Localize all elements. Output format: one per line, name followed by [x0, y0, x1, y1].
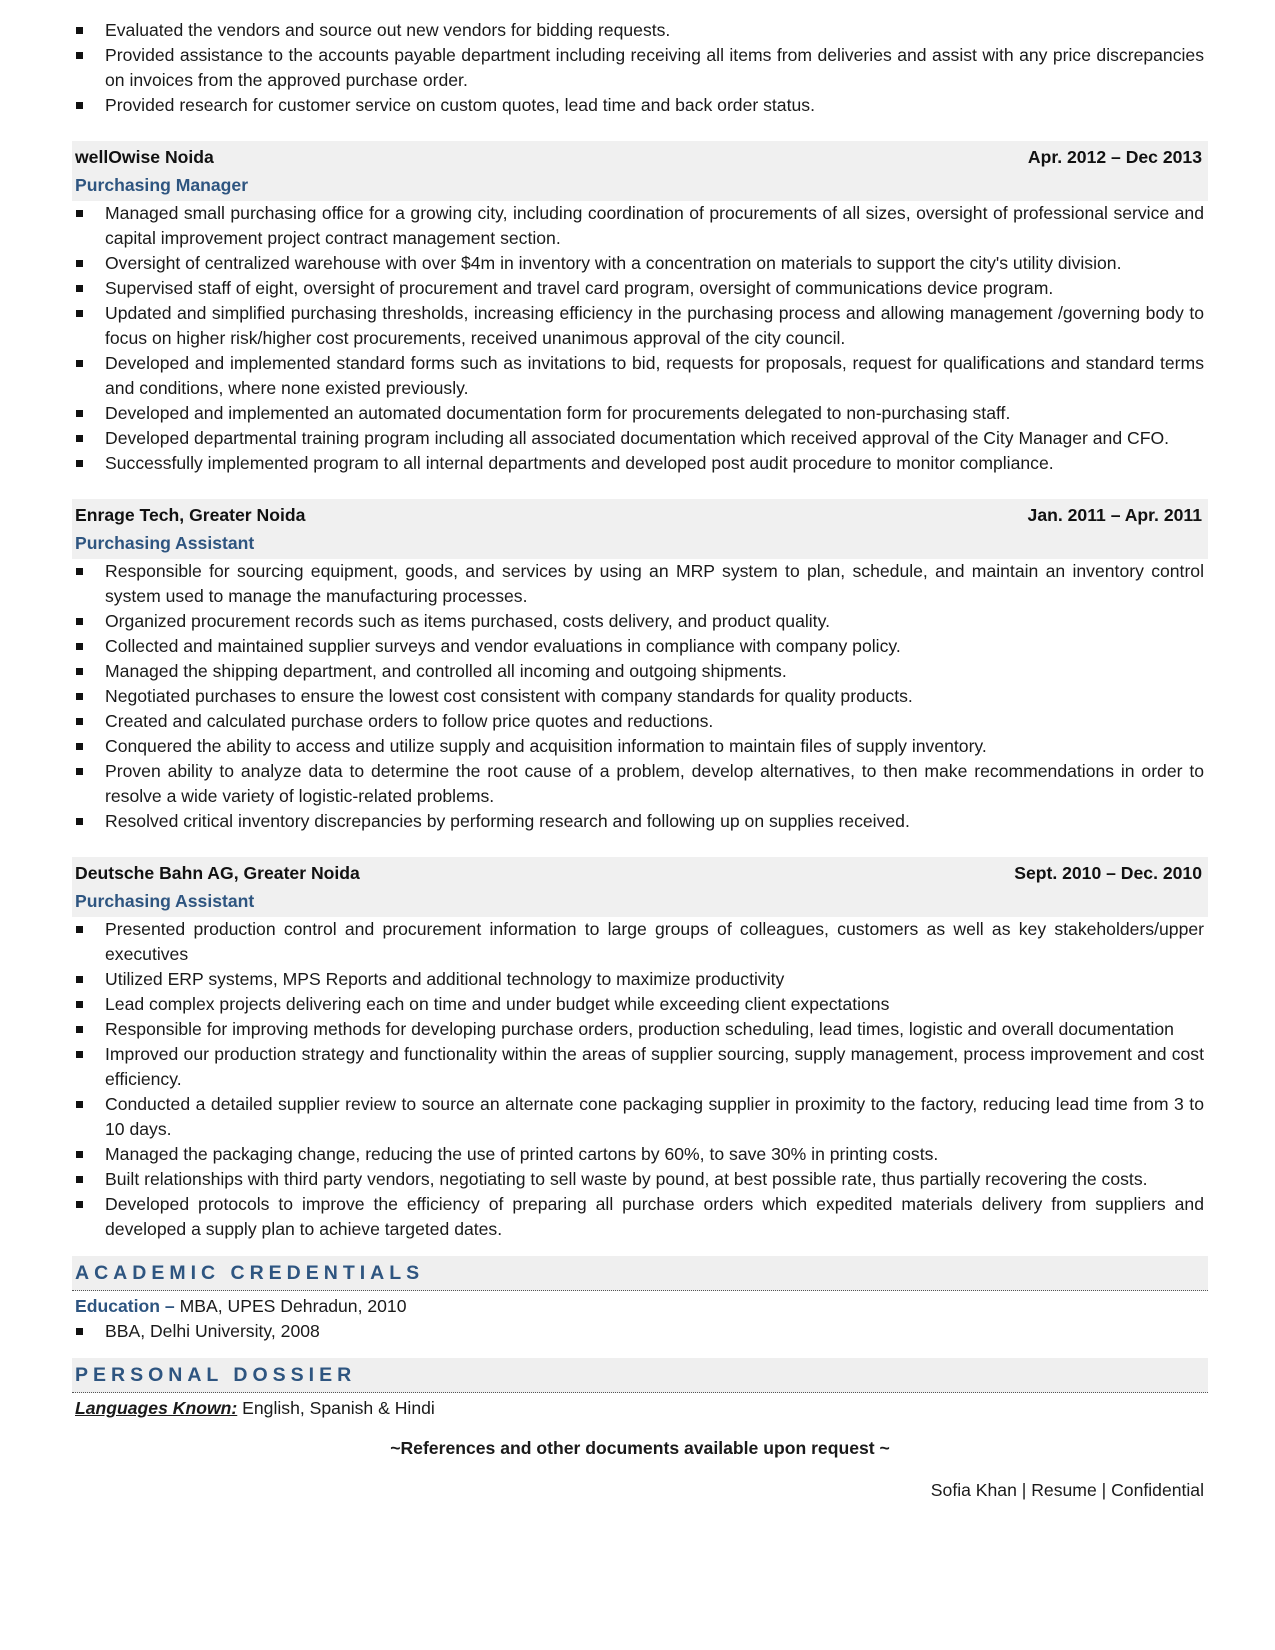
company-name: Deutsche Bahn AG, Greater Noida [75, 863, 360, 883]
square-bullet-icon [76, 818, 83, 825]
square-bullet-icon [76, 285, 83, 292]
square-bullet-icon [76, 52, 83, 59]
section-heading: ACADEMIC CREDENTIALS [72, 1256, 1208, 1291]
company-name: wellOwise Noida [75, 147, 214, 167]
section-heading: PERSONAL DOSSIER [72, 1358, 1208, 1393]
square-bullet-icon [76, 460, 83, 467]
square-bullet-icon [76, 102, 83, 109]
square-bullet-icon [76, 1101, 83, 1108]
personal-dossier-section [72, 1358, 1208, 1421]
list-item: Utilized ERP systems, MPS Reports and additional technology to maximize productivity [72, 967, 1208, 992]
education-value: MBA, UPES Dehradun, 2010 [174, 1296, 407, 1316]
square-bullet-icon [76, 1201, 83, 1208]
list-item: Built relationships with third party vendors, negotiating to sell waste by pound, at best possible rate, thus partially recovering the costs. [72, 1167, 1208, 1192]
list-item: Developed departmental training program including all associated documentation which received approval of the City Manager and CFO. [72, 426, 1208, 451]
references-note: ~References and other documents available upon request ~ [390, 1438, 890, 1458]
list-item: Oversight of centralized warehouse with over $4m in inventory with a concentration on materials to support the city's utility division. [72, 251, 1208, 276]
job-dates: Apr. 2012 – Dec 2013 [1027, 147, 1202, 167]
job-header [72, 499, 1208, 559]
square-bullet-icon [76, 693, 83, 700]
square-bullet-icon [76, 976, 83, 983]
list-item: Presented production control and procurement information to large groups of colleagues, customers as well as key stakeholders/upper executives [72, 917, 1208, 967]
square-bullet-icon [76, 260, 83, 267]
languages-value: English, Spanish & Hindi [237, 1398, 435, 1418]
job-header [72, 141, 1208, 201]
square-bullet-icon [76, 668, 83, 675]
education-line [72, 1293, 1208, 1319]
resume-page [72, 18, 1208, 1503]
list-item: Resolved critical inventory discrepancies by performing research and following up on supplies received. [72, 809, 1208, 834]
square-bullet-icon [76, 435, 83, 442]
list-item: Conducted a detailed supplier review to source an alternate cone packaging supplier in proximity to the factory, reducing lead time from 3 to 10 days. [72, 1092, 1208, 1142]
square-bullet-icon [76, 618, 83, 625]
job-role: Purchasing Manager [75, 175, 249, 195]
job-entry-deutsche-bahn [72, 857, 1208, 1242]
list-item: Managed the shipping department, and controlled all incoming and outgoing shipments. [72, 659, 1208, 684]
list-item: Collected and maintained supplier surveys and vendor evaluations in compliance with company policy. [72, 634, 1208, 659]
list-item: Improved our production strategy and functionality within the areas of supplier sourcing, supply management, process improvement and cost efficiency. [72, 1042, 1208, 1092]
intro-bullet-list [72, 18, 1208, 118]
list-item: Developed protocols to improve the efficiency of preparing all purchase orders which expedited materials delivery from suppliers and developed a supply plan to achieve targeted dates. [72, 1192, 1208, 1242]
square-bullet-icon [76, 1051, 83, 1058]
job-bullet-list [72, 559, 1208, 834]
square-bullet-icon [76, 643, 83, 650]
list-item: Updated and simplified purchasing thresholds, increasing efficiency in the purchasing process and allowing management /governing body to focus on higher risk/higher cost procurements, received unanimous approval of the city council. [72, 301, 1208, 351]
education-bullet-list [72, 1319, 1208, 1344]
page-footer: Sofia Khan | Resume | Confidential [930, 1480, 1204, 1500]
list-item: Lead complex projects delivering each on time and under budget while exceeding client expectations [72, 992, 1208, 1017]
education-label: Education – [75, 1296, 175, 1316]
languages-line [72, 1395, 1208, 1421]
languages-label: Languages Known: [75, 1398, 238, 1418]
square-bullet-icon [76, 718, 83, 725]
list-item: Successfully implemented program to all internal departments and developed post audit procedure to monitor compliance. [72, 451, 1208, 476]
list-item: Proven ability to analyze data to determine the root cause of a problem, develop alternatives, to then make recommendations in order to resolve a wide variety of logistic-related problems. [72, 759, 1208, 809]
list-item: Provided research for customer service on custom quotes, lead time and back order status. [72, 93, 1208, 118]
job-bullet-list [72, 201, 1208, 476]
list-item: BBA, Delhi University, 2008 [72, 1319, 1208, 1344]
list-item: Conquered the ability to access and utilize supply and acquisition information to maintain files of supply inventory. [72, 734, 1208, 759]
list-item: Organized procurement records such as items purchased, costs delivery, and product quality. [72, 609, 1208, 634]
list-item: Developed and implemented an automated documentation form for procurements delegated to non-purchasing staff. [72, 401, 1208, 426]
job-header [72, 857, 1208, 917]
list-item: Managed small purchasing office for a growing city, including coordination of procurements of all sizes, oversight of professional service and capital improvement project contract management section. [72, 201, 1208, 251]
square-bullet-icon [76, 360, 83, 367]
list-item: Managed the packaging change, reducing the use of printed cartons by 60%, to save 30% in printing costs. [72, 1142, 1208, 1167]
square-bullet-icon [76, 1001, 83, 1008]
square-bullet-icon [76, 1026, 83, 1033]
square-bullet-icon [76, 568, 83, 575]
list-item: Developed and implemented standard forms such as invitations to bid, requests for proposals, request for qualifications and standard terms and conditions, where none existed previously. [72, 351, 1208, 401]
square-bullet-icon [76, 1176, 83, 1183]
academic-credentials-section [72, 1256, 1208, 1344]
job-role: Purchasing Assistant [75, 533, 255, 553]
list-item: Supervised staff of eight, oversight of procurement and travel card program, oversight of communications device program. [72, 276, 1208, 301]
company-name: Enrage Tech, Greater Noida [75, 505, 306, 525]
square-bullet-icon [76, 310, 83, 317]
list-item: Provided assistance to the accounts payable department including receiving all items from deliveries and assist with any price discrepancies on invoices from the approved purchase order. [72, 43, 1208, 93]
square-bullet-icon [76, 27, 83, 34]
list-item: Created and calculated purchase orders to follow price quotes and reductions. [72, 709, 1208, 734]
square-bullet-icon [76, 768, 83, 775]
list-item: Responsible for improving methods for developing purchase orders, production scheduling, lead times, logistic and overall documentation [72, 1017, 1208, 1042]
job-dates: Sept. 2010 – Dec. 2010 [1014, 863, 1202, 883]
list-item: Responsible for sourcing equipment, goods, and services by using an MRP system to plan, schedule, and maintain an inventory control system used to manage the manufacturing processes. [72, 559, 1208, 609]
square-bullet-icon [76, 743, 83, 750]
job-dates: Jan. 2011 – Apr. 2011 [1027, 505, 1202, 525]
square-bullet-icon [76, 1151, 83, 1158]
square-bullet-icon [76, 1328, 83, 1335]
square-bullet-icon [76, 410, 83, 417]
job-entry-enrage-tech [72, 499, 1208, 834]
job-bullet-list [72, 917, 1208, 1242]
job-entry-welloWise [72, 141, 1208, 476]
job-role: Purchasing Assistant [75, 891, 255, 911]
square-bullet-icon [76, 210, 83, 217]
square-bullet-icon [76, 926, 83, 933]
list-item: Negotiated purchases to ensure the lowest cost consistent with company standards for quality products. [72, 684, 1208, 709]
list-item: Evaluated the vendors and source out new vendors for bidding requests. [72, 18, 1208, 43]
